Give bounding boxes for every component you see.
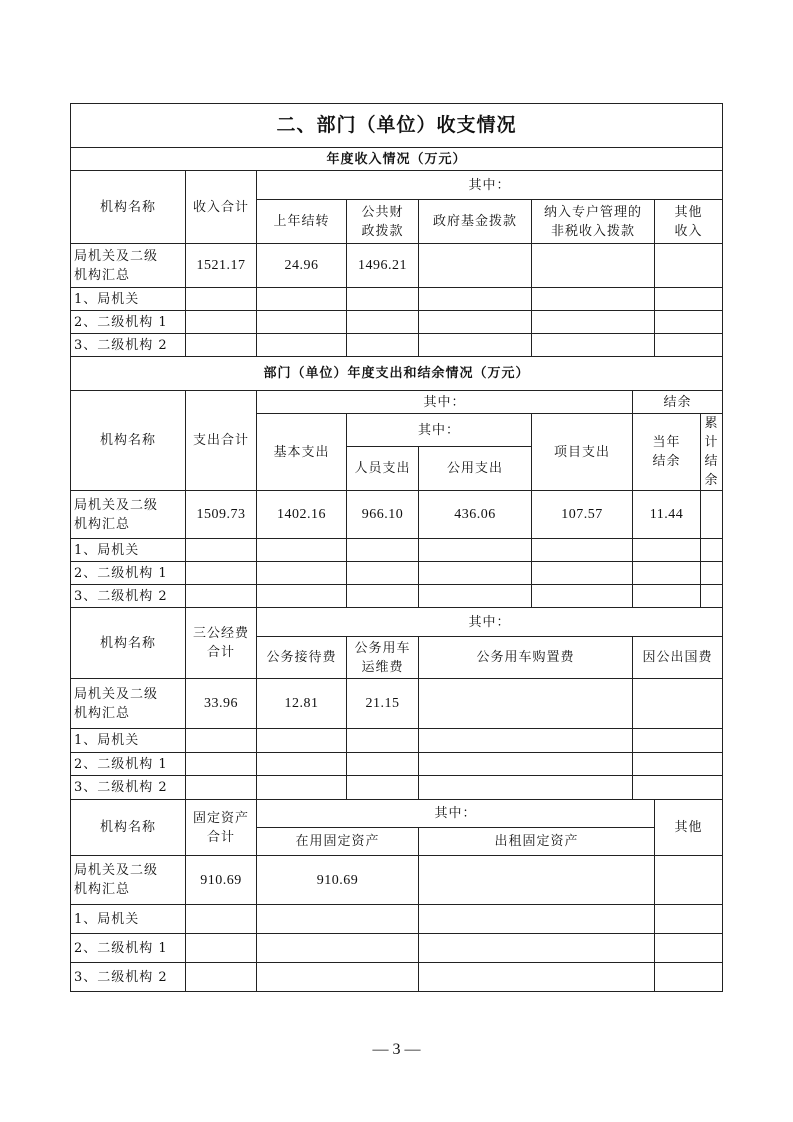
rented-assets-value xyxy=(419,905,655,934)
cumulative-balance-value xyxy=(701,491,723,539)
vehicle-buy-value xyxy=(419,679,633,729)
basic-expense-value: 1402.16 xyxy=(257,491,347,539)
basic-expense-value xyxy=(257,539,347,562)
current-balance-value xyxy=(633,539,701,562)
row-label: 3、二级机构 2 xyxy=(71,585,186,608)
table-row xyxy=(71,856,723,905)
assets-total-value xyxy=(186,934,257,963)
cumulative-balance-value xyxy=(701,562,723,585)
row-label: 局机关及二级 机构汇总 xyxy=(71,856,186,905)
table-row xyxy=(71,311,723,334)
row-label: 局机关及二级 机构汇总 xyxy=(71,491,186,539)
row-label: 3、二级机构 2 xyxy=(71,334,186,357)
table-row xyxy=(71,491,723,539)
table-row xyxy=(71,753,723,776)
vehicle-op-value xyxy=(347,753,419,776)
income-fund-value xyxy=(419,311,532,334)
public-expense-header: 公用支出 xyxy=(419,447,532,491)
row-label: 2、二级机构 1 xyxy=(71,562,186,585)
assets-total-header: 固定资产 合计 xyxy=(186,800,257,856)
reception-value xyxy=(257,729,347,753)
assets-other-value xyxy=(655,905,723,934)
income-other-value xyxy=(655,334,723,357)
basic-expense-value xyxy=(257,585,347,608)
row-label: 2、二级机构 1 xyxy=(71,934,186,963)
basic-among-header: 其中： xyxy=(347,414,532,447)
vehicle-op-value xyxy=(347,776,419,800)
table-row xyxy=(71,679,723,729)
income-carryover-value xyxy=(257,334,347,357)
abroad-header: 因公出国费 xyxy=(633,637,723,679)
reception-header: 公务接待费 xyxy=(257,637,347,679)
income-fiscal-header: 公共财 政拨款 xyxy=(347,200,419,244)
cumulative-balance-value xyxy=(701,539,723,562)
table-row xyxy=(71,963,723,992)
expense-total-value xyxy=(186,585,257,608)
rented-assets-value xyxy=(419,963,655,992)
vehicle-op-header: 公务用车 运维费 xyxy=(347,637,419,679)
personnel-expense-value xyxy=(347,562,419,585)
three-total-value xyxy=(186,729,257,753)
table-row xyxy=(71,334,723,357)
basic-expense-value xyxy=(257,562,347,585)
income-other-value xyxy=(655,311,723,334)
vehicle-buy-value xyxy=(419,729,633,753)
income-total-value xyxy=(186,311,257,334)
abroad-value xyxy=(633,753,723,776)
assets-other-value xyxy=(655,934,723,963)
project-expense-value xyxy=(532,585,633,608)
assets-among-header: 其中： xyxy=(257,800,655,828)
vehicle-op-value: 21.15 xyxy=(347,679,419,729)
income-other-header: 其他 收入 xyxy=(655,200,723,244)
three-total-value xyxy=(186,753,257,776)
cumulative-balance-value xyxy=(701,585,723,608)
balance-header: 结余 xyxy=(633,391,723,414)
expense-total-value: 1509.73 xyxy=(186,491,257,539)
income-nontax-header: 纳入专户管理的 非税收入拨款 xyxy=(532,200,655,244)
rented-assets-value xyxy=(419,856,655,905)
table-row xyxy=(71,729,723,753)
abroad-value xyxy=(633,729,723,753)
page-title: 二、部门（单位）收支情况 xyxy=(71,104,723,148)
table-row xyxy=(71,539,723,562)
reception-value xyxy=(257,753,347,776)
income-nontax-value xyxy=(532,288,655,311)
assets-org-header: 机构名称 xyxy=(71,800,186,856)
row-label: 3、二级机构 2 xyxy=(71,963,186,992)
income-nontax-value xyxy=(532,311,655,334)
public-expense-value: 436.06 xyxy=(419,491,532,539)
vehicle-buy-value xyxy=(419,776,633,800)
current-balance-value xyxy=(633,585,701,608)
income-fund-value xyxy=(419,334,532,357)
expense-org-header: 机构名称 xyxy=(71,391,186,491)
income-carryover-value: 24.96 xyxy=(257,244,347,288)
expense-among-header: 其中： xyxy=(257,391,633,414)
row-label: 1、局机关 xyxy=(71,288,186,311)
table-row xyxy=(71,934,723,963)
assets-other-value xyxy=(655,963,723,992)
row-label: 局机关及二级 机构汇总 xyxy=(71,679,186,729)
income-other-value xyxy=(655,244,723,288)
vehicle-buy-value xyxy=(419,753,633,776)
three-total-value: 33.96 xyxy=(186,679,257,729)
income-among-header: 其中： xyxy=(257,171,723,200)
public-expense-value xyxy=(419,585,532,608)
row-label: 1、局机关 xyxy=(71,729,186,753)
basic-expense-header: 基本支出 xyxy=(257,414,347,491)
in-use-assets-value xyxy=(257,905,419,934)
income-nontax-value xyxy=(532,244,655,288)
income-total-value: 1521.17 xyxy=(186,244,257,288)
table-row xyxy=(71,585,723,608)
project-expense-value xyxy=(532,539,633,562)
income-org-header: 机构名称 xyxy=(71,171,186,244)
project-expense-header: 项目支出 xyxy=(532,414,633,491)
abroad-value xyxy=(633,776,723,800)
expense-total-value xyxy=(186,562,257,585)
income-fiscal-value xyxy=(347,288,419,311)
income-fiscal-value xyxy=(347,311,419,334)
personnel-expense-value xyxy=(347,539,419,562)
assets-other-header: 其他 xyxy=(655,800,723,856)
in-use-assets-value xyxy=(257,934,419,963)
income-nontax-value xyxy=(532,334,655,357)
table-row xyxy=(71,562,723,585)
vehicle-op-value xyxy=(347,729,419,753)
table-row xyxy=(71,244,723,288)
rented-assets-value xyxy=(419,934,655,963)
income-section-title: 年度收入情况（万元） xyxy=(71,148,723,171)
table-row xyxy=(71,905,723,934)
vehicle-buy-header: 公务用车购置费 xyxy=(419,637,633,679)
table-row xyxy=(71,288,723,311)
row-label: 1、局机关 xyxy=(71,539,186,562)
abroad-value xyxy=(633,679,723,729)
cumulative-balance-header: 累计 结余 xyxy=(701,414,723,491)
expense-total-value xyxy=(186,539,257,562)
current-balance-value: 11.44 xyxy=(633,491,701,539)
project-expense-value: 107.57 xyxy=(532,491,633,539)
income-total-value xyxy=(186,334,257,357)
three-org-header: 机构名称 xyxy=(71,608,186,679)
reception-value xyxy=(257,776,347,800)
income-carryover-value xyxy=(257,288,347,311)
public-expense-value xyxy=(419,562,532,585)
expense-total-header: 支出合计 xyxy=(186,391,257,491)
income-fund-header: 政府基金拨款 xyxy=(419,200,532,244)
in-use-assets-header: 在用固定资产 xyxy=(257,828,419,856)
report-sheet xyxy=(70,103,722,992)
current-balance-value xyxy=(633,562,701,585)
rented-assets-header: 出租固定资产 xyxy=(419,828,655,856)
income-total-header: 收入合计 xyxy=(186,171,257,244)
income-fund-value xyxy=(419,244,532,288)
row-label: 1、局机关 xyxy=(71,905,186,934)
project-expense-value xyxy=(532,562,633,585)
table-row xyxy=(71,776,723,800)
row-label: 2、二级机构 1 xyxy=(71,753,186,776)
personnel-expense-value: 966.10 xyxy=(347,491,419,539)
income-carryover-header: 上年结转 xyxy=(257,200,347,244)
income-fund-value xyxy=(419,288,532,311)
income-total-value xyxy=(186,288,257,311)
current-balance-header: 当年 结余 xyxy=(633,414,701,491)
row-label: 3、二级机构 2 xyxy=(71,776,186,800)
income-fiscal-value: 1496.21 xyxy=(347,244,419,288)
three-total-header: 三公经费 合计 xyxy=(186,608,257,679)
assets-total-value xyxy=(186,963,257,992)
in-use-assets-value: 910.69 xyxy=(257,856,419,905)
expense-section-title: 部门（单位）年度支出和结余情况（万元） xyxy=(71,357,723,391)
assets-total-value: 910.69 xyxy=(186,856,257,905)
row-label: 2、二级机构 1 xyxy=(71,311,186,334)
page-number: — 3 — xyxy=(372,1041,421,1058)
in-use-assets-value xyxy=(257,963,419,992)
income-carryover-value xyxy=(257,311,347,334)
personnel-expense-value xyxy=(347,585,419,608)
income-other-value xyxy=(655,288,723,311)
assets-total-value xyxy=(186,905,257,934)
personnel-expense-header: 人员支出 xyxy=(347,447,419,491)
reception-value: 12.81 xyxy=(257,679,347,729)
public-expense-value xyxy=(419,539,532,562)
three-total-value xyxy=(186,776,257,800)
assets-other-value xyxy=(655,856,723,905)
budget-table xyxy=(70,103,723,992)
three-among-header: 其中： xyxy=(257,608,723,637)
income-fiscal-value xyxy=(347,334,419,357)
row-label: 局机关及二级 机构汇总 xyxy=(71,244,186,288)
